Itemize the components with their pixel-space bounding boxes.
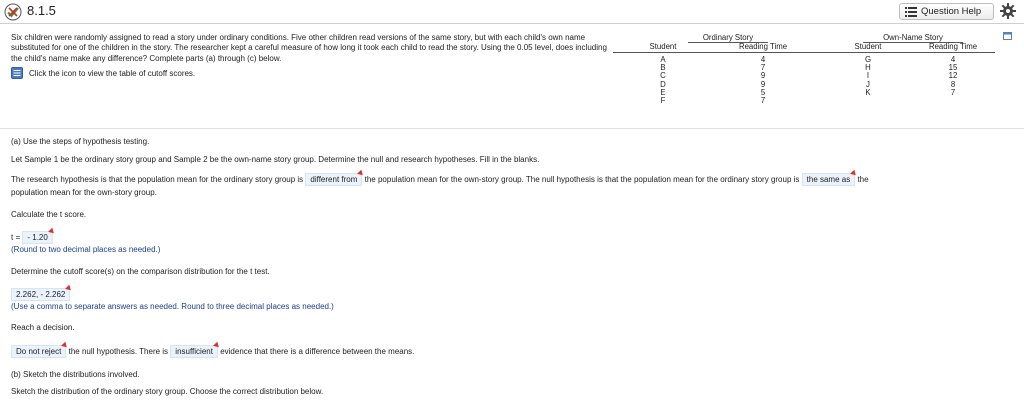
cell-time: 5 <box>760 87 766 97</box>
question-help-button[interactable] <box>899 3 994 20</box>
table-row <box>613 71 995 79</box>
cell-student: I <box>866 71 870 81</box>
decision-text-post: evidence that there is a difference between the means. <box>220 347 415 356</box>
cell-student: J <box>866 79 870 89</box>
decision-text-mid: the null hypothesis. There is <box>68 347 169 356</box>
t-label: t = <box>11 233 21 242</box>
cell-time: 9 <box>760 71 766 81</box>
cell-student: F <box>660 95 666 105</box>
divider <box>0 128 1024 129</box>
top-bar <box>0 0 1024 24</box>
col-student-1: Student <box>649 42 677 51</box>
cutoff-link-text: Click the icon to view the table of cutoff scores. <box>29 68 196 78</box>
cell-time: 8 <box>950 79 956 89</box>
problem-statement: Six children were randomly assigned to read a story under ordinary conditions. Five other children read versions of the same story, but with each child's own name substituted for one of the children in the story. The researcher kept a careful measure of how long it took each child to read the story. Using the 0.05 level, does including the child's name make any difference? Complete parts (a) through (c) below. <box>11 33 607 63</box>
decision-prompt: Reach a decision. <box>11 323 75 332</box>
list-icon <box>905 7 917 17</box>
table-row <box>613 88 995 96</box>
cutoff-hint: (Use a comma to separate answers as needed. Round to three decimal places as needed.) <box>11 302 334 311</box>
cell-student: C <box>660 71 666 81</box>
col-student-2: Student <box>854 42 882 51</box>
calc-t-prompt: Calculate the t score. <box>11 210 87 219</box>
cell-time: 7 <box>760 63 766 73</box>
cell-time: 7 <box>760 95 766 105</box>
evidence-answer-field[interactable]: insufficient <box>170 345 218 358</box>
question-help-label: Question Help <box>921 6 982 17</box>
cell-time: 4 <box>760 55 766 64</box>
col-time-2: Reading Time <box>928 42 978 51</box>
table-row <box>613 96 995 104</box>
cell-student: G <box>864 55 872 64</box>
group-ordinary-title: Ordinary Story <box>688 33 768 43</box>
part-a-title: (a) Use the steps of hypothesis testing. <box>11 137 150 146</box>
cell-student: E <box>660 87 666 97</box>
group-own-name-title: Own-Name Story <box>863 33 963 43</box>
samples-instruction: Let Sample 1 be the ordinary story group and Sample 2 be the own-name story group. Determine the null and research hypotheses. Fill in the blanks. <box>11 155 540 164</box>
question-number: 8.1.5 <box>27 3 56 18</box>
cell-time: 4 <box>950 55 956 64</box>
table-row <box>613 63 995 71</box>
cell-student: H <box>865 63 871 73</box>
cell-student: D <box>660 79 666 89</box>
cell-student: K <box>865 87 871 97</box>
part-b-prompt: Sketch the distribution of the ordinary story group. Choose the correct distribution below. <box>11 387 324 396</box>
research-hypothesis-line2: population mean for the own-story group. <box>11 188 157 197</box>
research-text-mid: the population mean for the own-story group. The null hypothesis is that the population mean for the ordinary story group is <box>364 175 800 184</box>
expand-icon[interactable] <box>1003 32 1012 40</box>
cutoff-prompt: Determine the cutoff score(s) on the comparison distribution for the t test. <box>11 267 270 276</box>
reading-time-table <box>613 33 995 104</box>
t-hint: (Round to two decimal places as needed.) <box>11 245 161 254</box>
cutoff-answer-field[interactable]: 2.262, - 2.262 <box>11 288 70 301</box>
cell-time: 12 <box>948 71 958 81</box>
t-score-field[interactable]: - 1.20 <box>22 231 52 244</box>
null-answer-field[interactable]: the same as <box>802 173 856 186</box>
table-row <box>613 80 995 88</box>
cutoff-row <box>11 288 70 301</box>
cell-time: 15 <box>948 63 958 73</box>
research-text-pre: The research hypothesis is that the population mean for the ordinary story group is <box>11 175 304 184</box>
null-text-post: the <box>857 175 869 184</box>
cutoff-table-link[interactable] <box>11 67 195 79</box>
research-answer-field[interactable]: different from <box>305 173 362 186</box>
col-time-1: Reading Time <box>738 42 788 51</box>
research-hypothesis-line <box>11 173 869 186</box>
part-b-title: (b) Sketch the distributions involved. <box>11 370 140 379</box>
gear-icon[interactable] <box>1000 3 1016 19</box>
partial-credit-icon <box>4 3 22 21</box>
table-row <box>613 55 995 63</box>
decision-row <box>11 345 414 358</box>
table-icon[interactable] <box>11 67 23 79</box>
cell-time: 7 <box>950 87 956 97</box>
decision-answer-field[interactable]: Do not reject <box>11 345 66 358</box>
cell-student: A <box>660 55 666 64</box>
cell-time: 9 <box>760 79 766 89</box>
cell-student: B <box>660 63 666 73</box>
t-score-row <box>11 231 53 244</box>
